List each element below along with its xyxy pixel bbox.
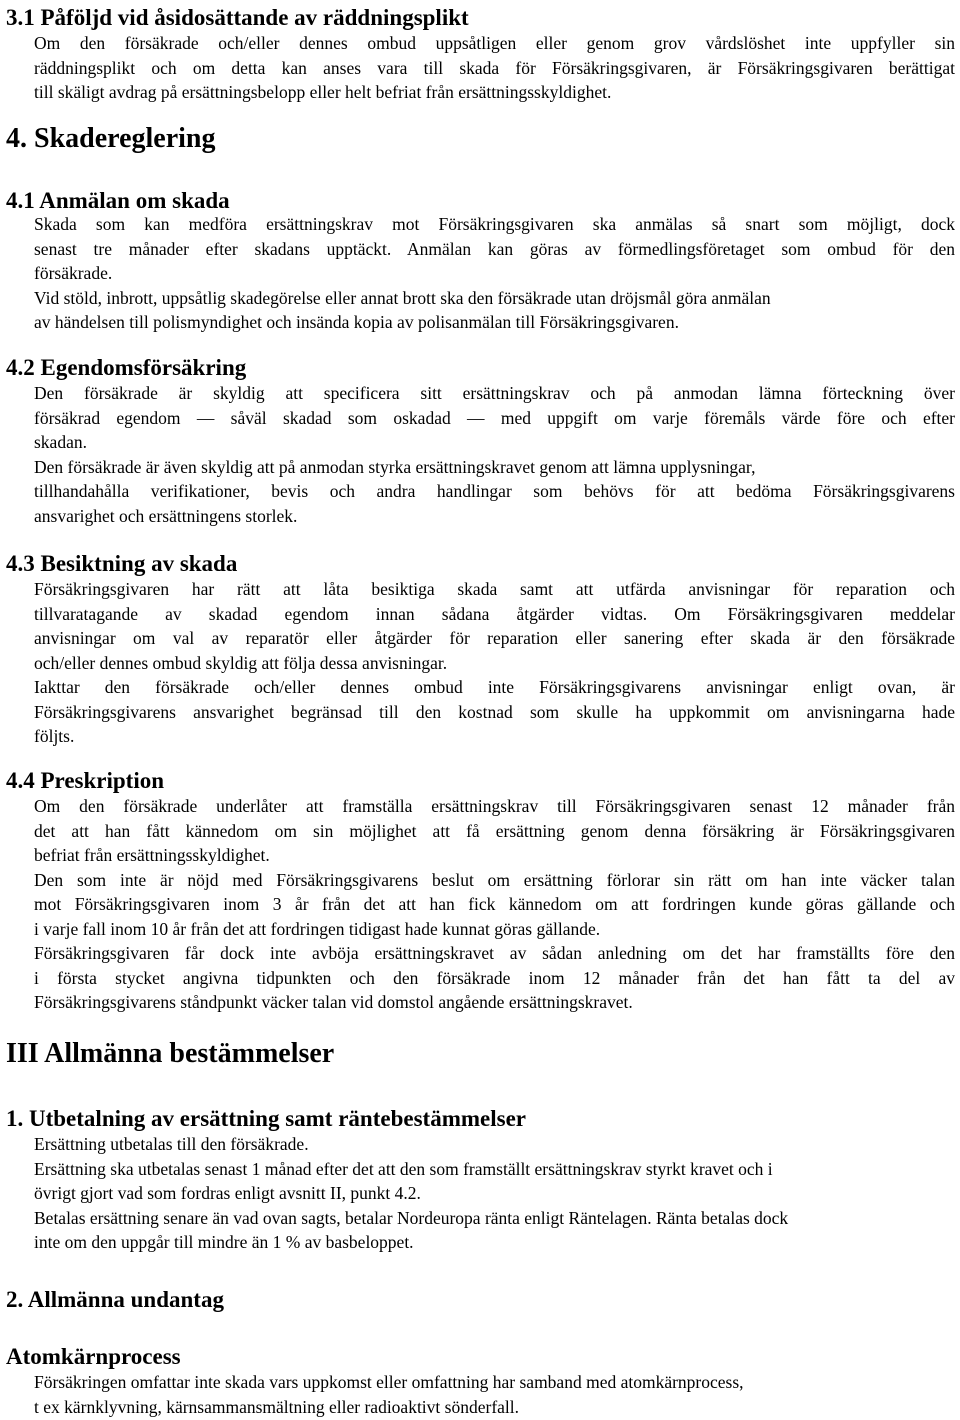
heading-4-1: 4.1 Anmälan om skada: [6, 188, 230, 213]
text-line: i varje fall inom 10 år från det att fordringen tidigast hade kunnat göras gällande.: [34, 918, 601, 939]
text-line: Försäkringen omfattar inte skada vars uppkomst eller omfattning har samband med atomkärnprocess,: [34, 1372, 744, 1392]
heading-III: III Allmänna bestämmelser: [6, 1038, 335, 1069]
paragraph-atomkarnprocess: [34, 1370, 955, 1419]
text-line: skadan.: [34, 432, 87, 452]
text-line: det att han fått kännedom om sin möjlighet att få ersättning genom denna försäkring är Försäkringsgivaren: [34, 820, 955, 841]
text-line: t ex kärnklyvning, kärnsammansmältning eller radioaktivt sönderfall.: [34, 1396, 520, 1417]
text-line: Den som inte är nöjd med Försäkringsgivarens beslut om ersättning förlorar sin rätt om han inte väcker talan: [34, 869, 955, 890]
text-line: mot Försäkringsgivaren inom 3 år från det att han fick kännedom om att fordringen kunde göras gällande och: [34, 894, 955, 914]
heading-4-2: 4.2 Egendomsförsäkring: [6, 355, 247, 380]
text-line: räddningsplikt och om detta kan anses vara till skada för Försäkringsgivaren, är Försäkringsgivaren berättigat: [34, 57, 955, 78]
text-line: försäkrade.: [34, 263, 113, 283]
text-line: Försäkringsgivarens ståndpunkt väcker talan vid domstol angående ersättningskravet.: [34, 992, 633, 1012]
text-line: Betalas ersättning senare än vad ovan sagts, betalar Nordeuropa ränta enligt Räntelagen. Ränta betalas dock: [34, 1207, 789, 1228]
text-line: Ersättning utbetalas till den försäkrade.: [34, 1134, 309, 1154]
text-line: Iakttar den försäkrade och/eller dennes ombud inte Försäkringsgivarens anvisningar enligt ovan, är: [34, 677, 955, 697]
text-line: Ersättning ska utbetalas senast 1 månad efter det att den som framställt ersättningskrav styrkt kravet och i: [34, 1158, 773, 1179]
text-line: Den försäkrade är skyldig att specificera sitt ersättningskrav och på anmodan lämna förteckning över: [34, 383, 955, 403]
heading-4: 4. Skadereglering: [6, 123, 216, 154]
text-line: Vid stöld, inbrott, uppsåtlig skadegörelse eller annat brott ska den försäkrade utan dröjsmål göra anmälan: [34, 287, 771, 308]
paragraph-4-4: [34, 794, 955, 1015]
heading-4-4: 4.4 Preskription: [6, 768, 165, 793]
text-line: Försäkringsgivaren har rätt att låta besiktiga skada samt att utfärda anvisningar för reparation och: [34, 579, 955, 599]
text-line: ansvarighet och ersättningens storlek.: [34, 505, 298, 526]
paragraph-1: [34, 1132, 955, 1255]
text-line: Försäkringsgivarens ansvarighet begränsad till den kostnad som skulle ha uppkommit om anvisningarna hade: [34, 701, 955, 722]
paragraph-4-3: [34, 577, 955, 749]
text-line: övrigt gjort vad som fordras enligt avsnitt II, punkt 4.2.: [34, 1183, 421, 1203]
heading-4-3: 4.3 Besiktning av skada: [6, 551, 238, 576]
text-line: Försäkringsgivaren får dock inte avböja ersättningskravet av sådan anledning om det har framställts före den: [34, 943, 955, 963]
paragraph-4-2: [34, 381, 955, 528]
heading-atomkarnprocess: Atomkärnprocess: [6, 1344, 181, 1369]
text-line: tillvaratagande av skadad egendom innan sådana åtgärder vidtas. Om Försäkringsgivaren meddelar: [34, 603, 955, 624]
text-line: Den försäkrade är även skyldig att på anmodan styrka ersättningskravet genom att lämna upplysningar,: [34, 456, 756, 477]
heading-3-1: 3.1 Påföljd vid åsidosättande av räddningsplikt: [6, 5, 469, 30]
text-line: anvisningar om val av reparatör eller åtgärder för reparation eller sanering efter skada är den försäkrade: [34, 628, 955, 648]
text-line: följts.: [34, 726, 75, 746]
paragraph-4-1: [34, 212, 955, 335]
text-line: försäkrad egendom — såväl skadad som oskadad — med uppgift om varje föremåls värde före och efter: [34, 407, 955, 428]
text-line: Om den försäkrade och/eller dennes ombud uppsåtligen eller genom grov vårdslöshet inte uppfyller sin: [34, 33, 955, 53]
text-line: inte om den uppgår till mindre än 1 % av basbeloppet.: [34, 1232, 414, 1252]
text-line: tillhandahålla verifikationer, bevis och andra handlingar som behövs för att bedöma Försäkringsgivarens: [34, 481, 955, 501]
text-line: i första stycket angivna tidpunkten och den försäkrade inom 12 månader från det han fått ta del av: [34, 967, 955, 988]
text-line: Om den försäkrade underlåter att framställa ersättningskrav till Försäkringsgivaren senast 12 månader från: [34, 796, 955, 816]
text-line: och/eller dennes ombud skyldig att följa dessa anvisningar.: [34, 652, 448, 673]
text-line: till skäligt avdrag på ersättningsbelopp eller helt befriat från ersättningsskyldighet.: [34, 82, 612, 102]
heading-2: 2. Allmänna undantag: [6, 1287, 224, 1312]
text-line: befriat från ersättningsskyldighet.: [34, 845, 270, 865]
paragraph-3-1: [34, 31, 955, 105]
heading-1: 1. Utbetalning av ersättning samt räntebestämmelser: [6, 1106, 526, 1131]
text-line: Skada som kan medföra ersättningskrav mot Försäkringsgivaren ska anmälas så snart som möjligt, dock: [34, 214, 955, 234]
text-line: senast tre månader efter skadans upptäckt. Anmälan kan göras av förmedlingsföretaget som ombud för den: [34, 238, 955, 259]
text-line: av händelsen till polismyndighet och insända kopia av polisanmälan till Försäkringsgivaren.: [34, 312, 679, 332]
